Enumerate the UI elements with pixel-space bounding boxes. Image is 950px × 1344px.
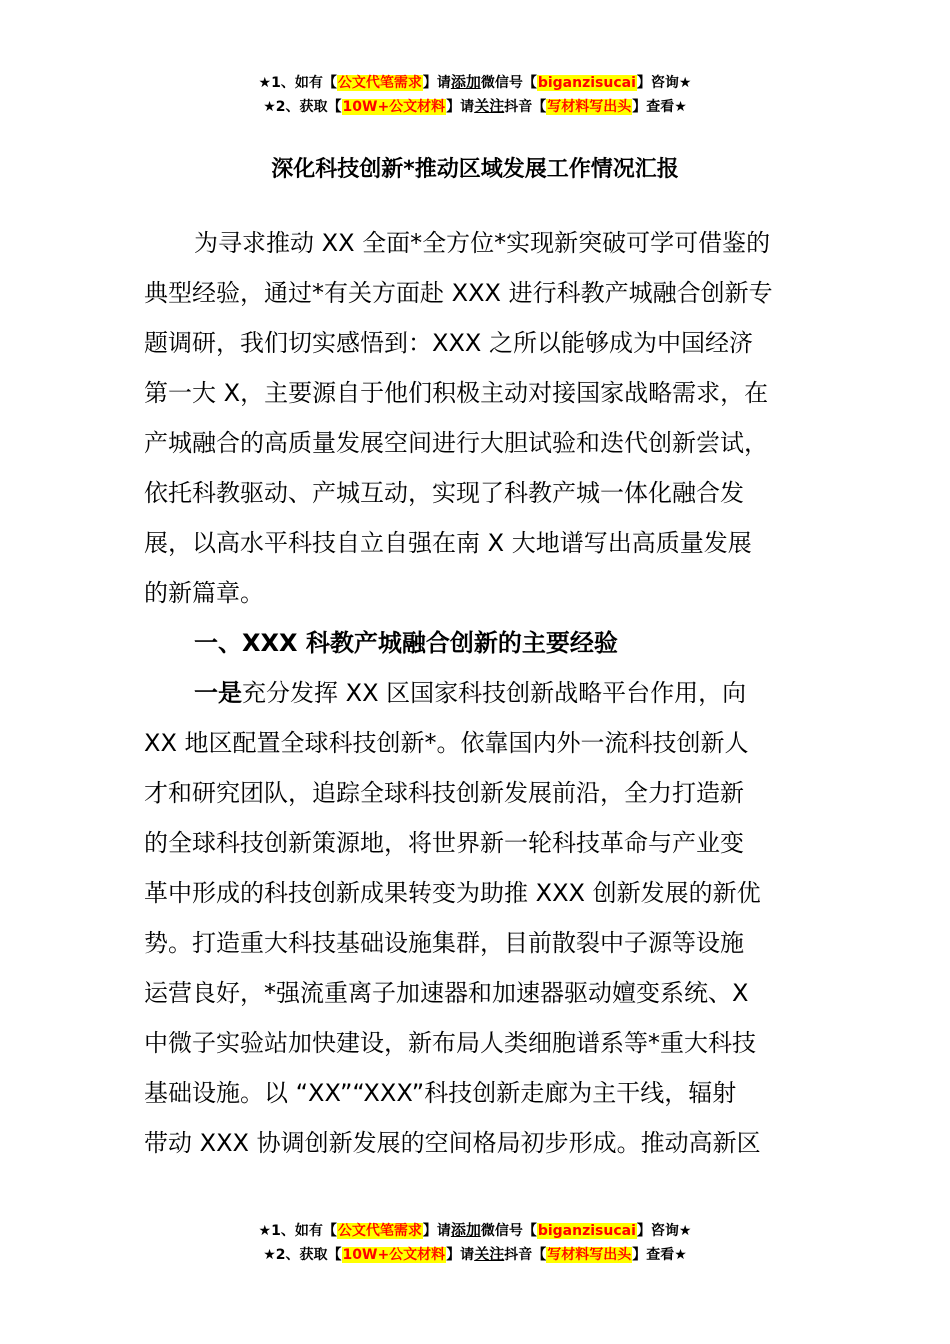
promo-banner-top — [0, 70, 950, 118]
paragraph-line: 革中形成的科技创新成果转变为助推 XXX 创新发展的新优 — [144, 879, 761, 907]
paragraph-line: 产城融合的高质量发展空间进行大胆试验和迭代创新尝试， — [144, 429, 768, 457]
promo-line-2 — [0, 94, 950, 118]
promo-line-1 — [0, 70, 950, 94]
promo-text: 】咨询★ — [636, 75, 692, 91]
paragraph-line: 依托科教驱动、产城互动，实现了科教产城一体化融合发 — [144, 479, 744, 507]
paragraph-line: 展，以高水平科技自立自强在南 X 大地谱写出高质量发展 — [144, 529, 752, 557]
paragraph-line: 为寻求推动 XX 全面*全方位*实现新突破可学可借鉴的 — [194, 229, 771, 257]
promo-highlight: 10W+公文材料 — [342, 1247, 446, 1263]
point-lead: 一是 — [194, 679, 242, 707]
paragraph-text: 充分发挥 XX 区国家科技创新战略平台作用，向 — [242, 679, 747, 707]
promo-emphasis: 关注 — [474, 1245, 505, 1263]
paragraph-line: 基础设施。以 “XX”“XXX”科技创新走廊为主干线，辐射 — [144, 1079, 737, 1107]
promo-banner-bottom — [0, 1218, 950, 1266]
promo-highlight: 10W+公文材料 — [342, 99, 446, 115]
promo-emphasis: 添加 — [450, 73, 481, 91]
promo-text: 】请 — [422, 1223, 451, 1239]
promo-text: 】请 — [422, 75, 451, 91]
promo-line-2 — [0, 1242, 950, 1266]
promo-text: ★1、如有【 — [258, 75, 337, 91]
paragraph-line: 的全球科技创新策源地，将世界新一轮科技革命与产业变 — [144, 829, 744, 857]
douyin-id-highlight: 写材料写出头 — [547, 1247, 632, 1263]
document-title: 深化科技创新*推动区域发展工作情况汇报 — [271, 157, 679, 182]
paragraph-line: 典型经验，通过*有关方面赴 XXX 进行科教产城融合创新专 — [144, 279, 773, 307]
douyin-id-highlight: 写材料写出头 — [547, 99, 632, 115]
promo-text: ★1、如有【 — [258, 1223, 337, 1239]
promo-line-1 — [0, 1218, 950, 1242]
promo-text: 】请 — [446, 99, 475, 115]
paragraph-line: 题调研，我们切实感悟到：XXX 之所以能够成为中国经济 — [144, 329, 753, 357]
intro-paragraph — [144, 218, 812, 618]
paragraph-line: 第一大 X，主要源自于他们积极主动对接国家战略需求，在 — [144, 379, 769, 407]
promo-emphasis: 关注 — [474, 97, 505, 115]
paragraph-line — [144, 668, 812, 718]
promo-highlight: 公文代笔需求 — [337, 1223, 422, 1239]
paragraph-line: 运营良好，*强流重离子加速器和加速器驱动嬗变系统、X — [144, 979, 749, 1007]
section-heading: 一、XXX 科教产城融合创新的主要经验 — [194, 629, 618, 657]
section-1 — [144, 618, 812, 1168]
promo-text: 】咨询★ — [636, 1223, 692, 1239]
paragraph-line: 才和研究团队，追踪全球科技创新发展前沿，全力打造新 — [144, 779, 744, 807]
promo-emphasis: 添加 — [450, 1221, 481, 1239]
promo-text: 】查看★ — [632, 1247, 687, 1263]
promo-text: 微信号【 — [480, 75, 537, 91]
promo-text: 微信号【 — [480, 1223, 537, 1239]
promo-text: 抖音【 — [504, 1247, 547, 1263]
promo-text: 】查看★ — [632, 99, 687, 115]
paragraph-line: 带动 XXX 协调创新发展的空间格局初步形成。推动高新区 — [144, 1129, 761, 1157]
paragraph-line: 的新篇章。 — [144, 579, 264, 607]
paragraph-line: 中微子实验站加快建设，新布局人类细胞谱系等*重大科技 — [144, 1029, 756, 1057]
promo-text: 】请 — [446, 1247, 475, 1263]
promo-text: 抖音【 — [504, 99, 547, 115]
paragraph-line: XX 地区配置全球科技创新*。依靠国内外一流科技创新人 — [144, 729, 749, 757]
promo-text: ★2、获取【 — [263, 99, 342, 115]
promo-text: ★2、获取【 — [263, 1247, 342, 1263]
wechat-id-highlight: biganzisucai — [537, 1223, 636, 1239]
paragraph-line: 势。打造重大科技基础设施集群，目前散裂中子源等设施 — [144, 929, 744, 957]
promo-highlight: 公文代笔需求 — [337, 75, 422, 91]
wechat-id-highlight: biganzisucai — [537, 75, 636, 91]
